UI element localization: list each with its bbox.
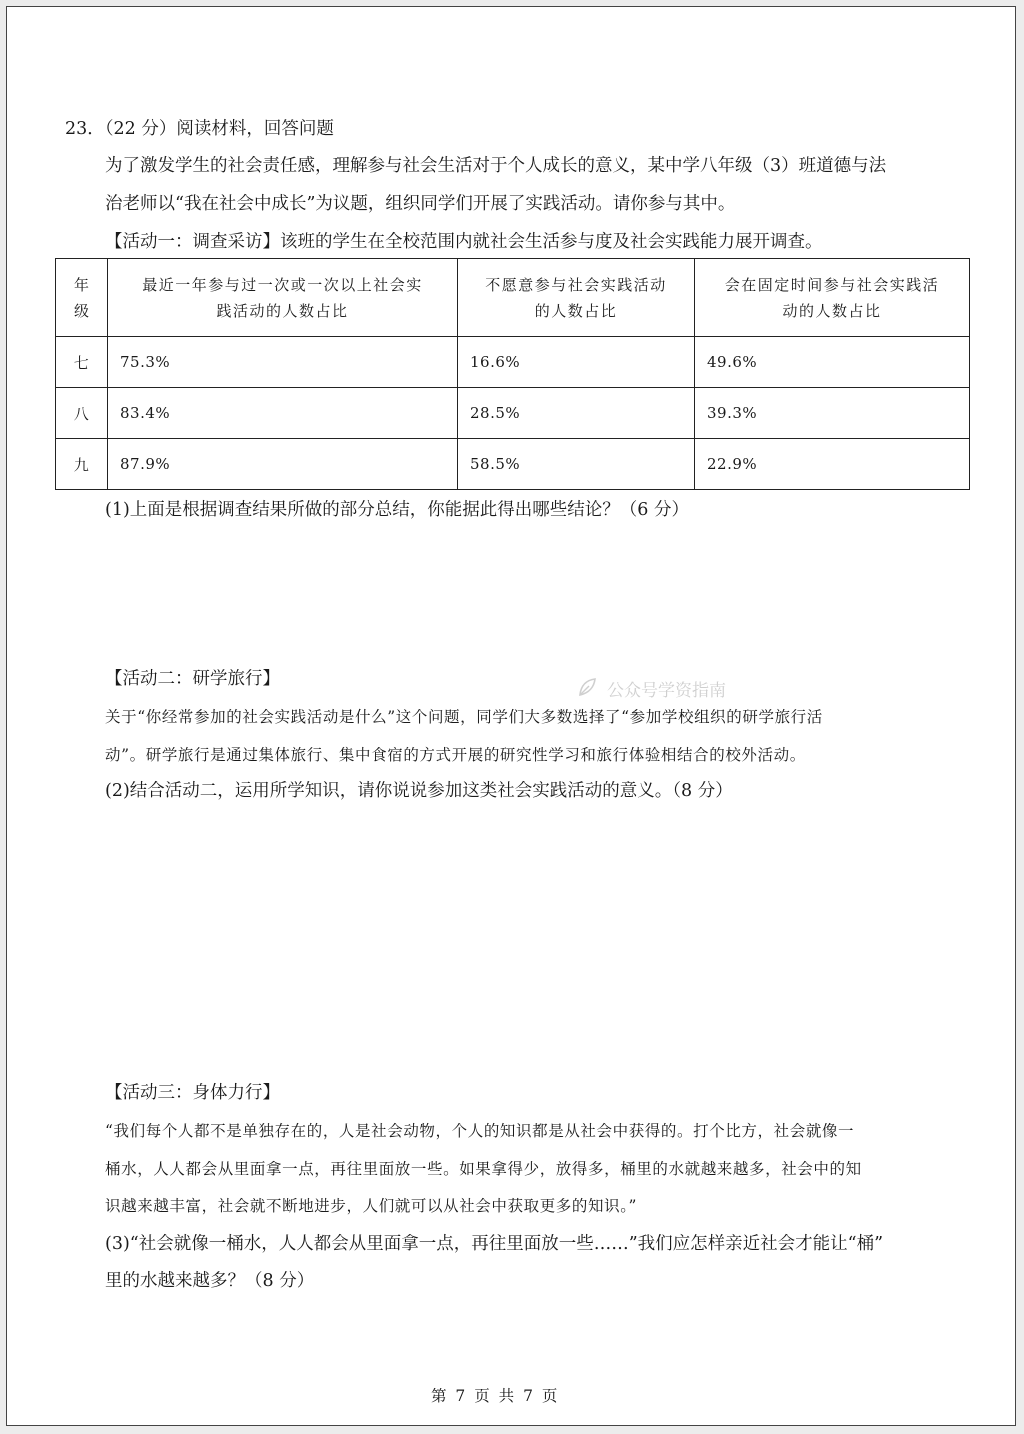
activity2-text-line-1: 关于“你经常参加的社会实践活动是什么”这个问题，同学们大多数选择了“参加学校组织的研学旅行活 [105,708,823,726]
cell-grade: 八 [56,388,108,439]
cell-regular: 49.6% [695,337,970,388]
exam-page [6,6,1016,1426]
cell-unwilling: 28.5% [458,388,695,439]
cell-regular: 39.3% [695,388,970,439]
activity3-heading: 【活动三：身体力行】 [105,1083,280,1103]
survey-table [55,258,970,490]
activity3-text-line-3: 识越来越丰富，社会就不断地进步，人们就可以从社会中获取更多的知识。” [105,1197,638,1215]
cell-regular: 22.9% [695,439,970,490]
cell-grade: 九 [56,439,108,490]
activity2-text-line-2: 动”。研学旅行是通过集体旅行、集中食宿的方式开展的研究性学习和旅行体验相结合的校外活动。 [105,746,806,764]
table-row [56,388,970,439]
cell-grade: 七 [56,337,108,388]
question-1: (1)上面是根据调查结果所做的部分总结，你能据此得出哪些结论？（6 分） [105,500,689,520]
cell-participated: 75.3% [108,337,458,388]
header-unwilling [458,259,695,337]
header-unwilling-line1: 不愿意参与社会实践活动 [485,275,667,294]
question-2: (2)结合活动二，运用所学知识，请你说说参加这类社会实践活动的意义。（8 分） [105,781,733,801]
watermark-text: 公众号学资指南 [607,680,726,701]
cell-unwilling: 16.6% [458,337,695,388]
activity3-text-line-1: “我们每个人都不是单独存在的，人是社会动物，个人的知识都是从社会中获得的。打个比方，社会就像一 [105,1122,855,1140]
header-participated-line2: 践活动的人数占比 [216,301,349,320]
activity1-heading: 【活动一：调查采访】该班的学生在全校范围内就社会生活参与度及社会实践能力展开调查。 [105,232,823,252]
header-grade-line2: 级 [73,301,89,320]
cell-participated: 83.4% [108,388,458,439]
header-participated [108,259,458,337]
table-row [56,439,970,490]
question-3-line-2: 里的水越来越多？（8 分） [105,1271,315,1291]
cell-participated: 87.9% [108,439,458,490]
header-regular-line2: 动的人数占比 [782,301,882,320]
intro-line-2: 治老师以“我在社会中成长”为议题，组织同学们开展了实践活动。请你参与其中。 [105,194,736,214]
activity2-heading: 【活动二：研学旅行】 [105,669,280,689]
table-header-row [56,259,970,337]
header-regular-line1: 会在固定时间参与社会实践活 [724,275,940,294]
question-3-line-1: (3)“社会就像一桶水，人人都会从里面拿一点，再往里面放一些……”我们应怎样亲近社会才能让“桶” [105,1234,884,1254]
cell-unwilling: 58.5% [458,439,695,490]
wechat-leaf-icon [575,675,601,701]
header-participated-line1: 最近一年参与过一次或一次以上社会实 [142,275,423,294]
table-row [56,337,970,388]
watermark [575,675,726,701]
page-footer: 第 7 页 共 7 页 [431,1387,560,1405]
intro-line-1: 为了激发学生的社会责任感，理解参与社会生活对于个人成长的意义，某中学八年级（3）班道德与法 [105,156,887,176]
header-regular [695,259,970,337]
header-grade [56,259,108,337]
question-number-line: 23．（22 分）阅读材料，回答问题 [65,119,334,139]
activity3-text-line-2: 桶水，人人都会从里面拿一点，再往里面放一些。如果拿得少，放得多，桶里的水就越来越多，社会中的知 [105,1160,862,1178]
header-unwilling-line2: 的人数占比 [534,301,618,320]
header-grade-line1: 年 [73,275,89,294]
